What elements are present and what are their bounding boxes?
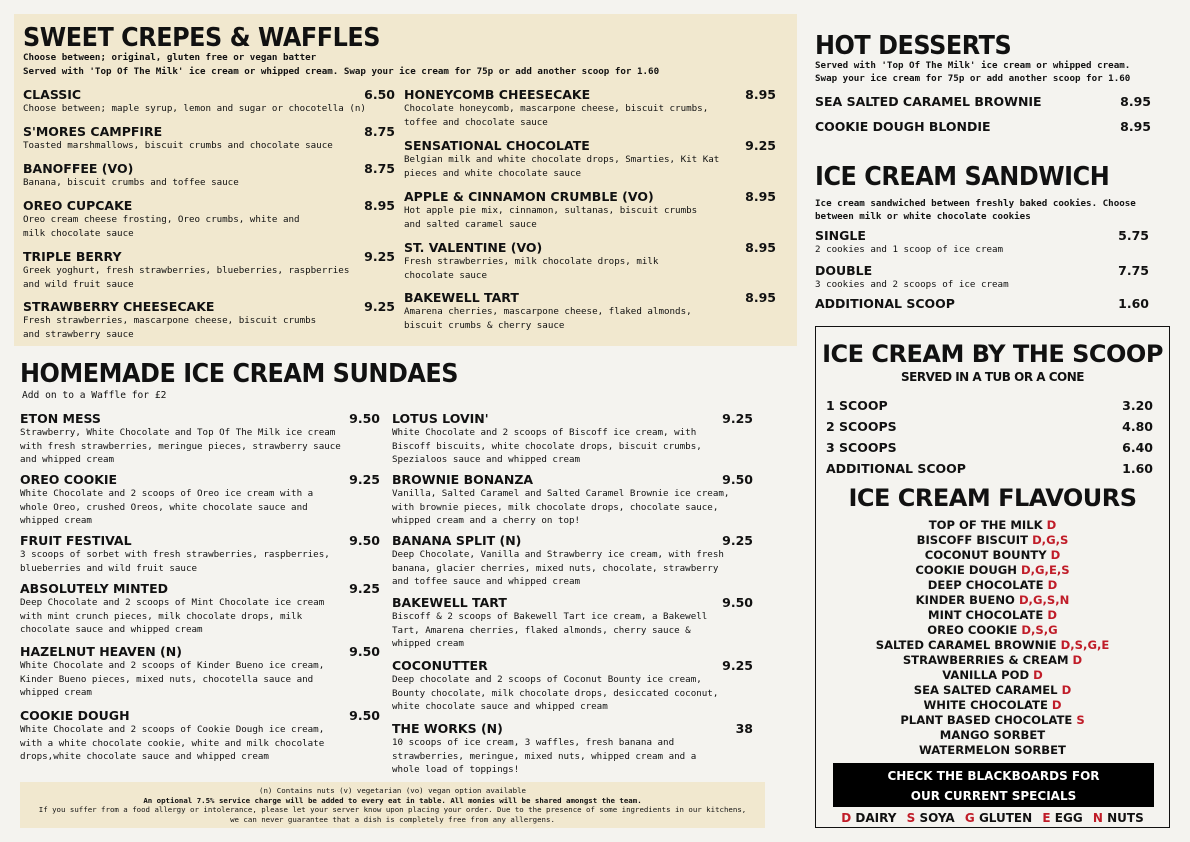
sandwich-title: ICE CREAM SANDWICH bbox=[815, 162, 1110, 192]
specials-line-2: OUR CURRENT SPECIALS bbox=[910, 789, 1077, 803]
flavour-codes: D bbox=[1046, 518, 1057, 532]
row-price: 1.60 bbox=[1118, 296, 1149, 311]
item-price: 8.95 bbox=[745, 290, 776, 305]
item-name: APPLE & CINNAMON CRUMBLE (VO) bbox=[404, 189, 654, 204]
flavour-item bbox=[816, 713, 1169, 728]
allergen-code: S bbox=[906, 811, 916, 825]
flavour-name: BISCOFF BISCUIT bbox=[916, 533, 1029, 547]
scoop-subtitle: SERVED IN A TUB OR A CONE bbox=[901, 370, 1084, 384]
item-name: BROWNIE BONANZA bbox=[392, 472, 534, 487]
item-name: DOUBLE bbox=[815, 263, 873, 278]
item-price: 9.50 bbox=[349, 533, 380, 548]
hot-desserts-intro-2: Swap your ice cream for 75p or add another scoop for 1.60 bbox=[815, 73, 1131, 84]
item-desc: Fresh strawberries, milk chocolate drops, milk chocolate sauce bbox=[404, 256, 659, 281]
menu-item bbox=[20, 709, 380, 764]
flavour-codes: D,G,E,S bbox=[1021, 563, 1070, 577]
sandwich-intro: Ice cream sandwiched between freshly baked cookies. Choose between milk or white chocolate cookies bbox=[815, 198, 1136, 222]
sundaes-title: HOMEMADE ICE CREAM SUNDAES bbox=[20, 359, 459, 389]
menu-item bbox=[392, 722, 753, 777]
footer-line-2: An optional 7.5% service charge will be added to every eat in table. All monies will be shared amongst the team. bbox=[143, 795, 642, 805]
menu-item bbox=[404, 190, 776, 231]
hot-desserts-intro-1: Served with 'Top Of The Milk' ice cream or whipped cream. bbox=[815, 60, 1131, 71]
flavour-codes: D bbox=[1051, 698, 1062, 712]
item-desc: Chocolate honeycomb, mascarpone cheese, biscuit crumbs, toffee and chocolate sauce bbox=[404, 103, 709, 128]
item-price: 9.25 bbox=[364, 299, 395, 314]
item-price: 9.25 bbox=[722, 533, 753, 548]
specials-banner bbox=[833, 763, 1154, 807]
menu-item bbox=[815, 264, 1149, 292]
item-desc: White Chocolate and 2 scoops of Kinder Bueno ice cream, Kinder Bueno pieces, mixed nuts, chocotella sauce and whipped cream bbox=[20, 660, 325, 698]
allergen-code: G bbox=[964, 811, 975, 825]
flavour-name: WATERMELON SORBET bbox=[919, 743, 1066, 757]
flavour-item bbox=[816, 653, 1169, 668]
crepes-panel bbox=[14, 14, 797, 346]
item-name: BAKEWELL TART bbox=[404, 290, 519, 305]
item-price: 8.95 bbox=[364, 198, 395, 213]
flavour-name: OREO COOKIE bbox=[927, 623, 1018, 637]
flavour-name: VANILLA POD bbox=[942, 668, 1030, 682]
footer-notes bbox=[20, 782, 765, 828]
hot-desserts-title: HOT DESSERTS bbox=[815, 31, 1012, 61]
item-desc: White Chocolate and 2 scoops of Biscoff ice cream, with Biscoff biscuits, white chocolate drops, biscuit crumbs, Spezialoos sauce and whipped cream bbox=[392, 427, 702, 465]
menu-item bbox=[23, 300, 395, 341]
item-desc: Deep Chocolate, Vanilla and Strawberry ice cream, with fresh banana, glacier cherries, mixed nuts, chocolate, strawberry and toffee sauce and whipped cream bbox=[392, 549, 724, 587]
item-name: THE WORKS (N) bbox=[392, 721, 503, 736]
item-price: 38 bbox=[735, 721, 753, 736]
row-name: 2 SCOOPS bbox=[826, 419, 897, 434]
item-price: 9.25 bbox=[722, 658, 753, 673]
item-name: OREO COOKIE bbox=[20, 472, 118, 487]
item-name: FRUIT FESTIVAL bbox=[20, 533, 132, 548]
flavour-name: PLANT BASED CHOCOLATE bbox=[900, 713, 1073, 727]
scoop-row bbox=[826, 399, 1153, 413]
menu-item bbox=[392, 534, 753, 589]
flavour-item bbox=[816, 698, 1169, 713]
flavour-item bbox=[816, 623, 1169, 638]
item-name: COCONUTTER bbox=[392, 658, 488, 673]
flavour-item bbox=[816, 563, 1169, 578]
flavour-item bbox=[816, 578, 1169, 593]
flavour-name: COOKIE DOUGH bbox=[915, 563, 1017, 577]
flavour-codes: D bbox=[1050, 548, 1061, 562]
item-name: CLASSIC bbox=[23, 87, 82, 102]
allergen-label: DAIRY bbox=[855, 811, 897, 825]
flavour-item bbox=[816, 728, 1169, 743]
flavour-codes: D bbox=[1061, 683, 1072, 697]
menu-item bbox=[20, 473, 380, 528]
item-name: SENSATIONAL CHOCOLATE bbox=[404, 138, 590, 153]
item-desc: Strawberry, White Chocolate and Top Of The Milk ice cream with fresh strawberries, meringue pieces, strawberry sauce and whipped cream bbox=[20, 427, 341, 465]
flavour-name: SALTED CARAMEL BROWNIE bbox=[875, 638, 1057, 652]
flavour-item bbox=[816, 683, 1169, 698]
flavour-name: MANGO SORBET bbox=[939, 728, 1046, 742]
item-desc: 3 cookies and 2 scoops of ice cream bbox=[815, 279, 1009, 290]
item-price: 8.75 bbox=[364, 124, 395, 139]
item-name: HAZELNUT HEAVEN (N) bbox=[20, 644, 182, 659]
item-desc: Hot apple pie mix, cinnamon, sultanas, biscuit crumbs and salted caramel sauce bbox=[404, 205, 698, 230]
item-name: OREO CUPCAKE bbox=[23, 198, 133, 213]
item-desc: 10 scoops of ice cream, 3 waffles, fresh banana and strawberries, meringue, mixed nuts, whipped cream and a whole load of toppings! bbox=[392, 737, 697, 775]
menu-item bbox=[23, 125, 395, 153]
footer-line-1: (n) Contains nuts (v) vegetarian (vo) vegan option available bbox=[259, 786, 526, 795]
row-price: 4.80 bbox=[1122, 419, 1153, 434]
item-price: 9.50 bbox=[349, 411, 380, 426]
sandwich-extra-row bbox=[815, 297, 1149, 311]
item-price: 8.95 bbox=[745, 240, 776, 255]
allergen-code: E bbox=[1042, 811, 1051, 825]
flavour-codes: D,S,G bbox=[1021, 623, 1058, 637]
item-name: ST. VALENTINE (VO) bbox=[404, 240, 543, 255]
item-desc: Belgian milk and white chocolate drops, Smarties, Kit Kat pieces and white chocolate sauce bbox=[404, 154, 720, 179]
row-name: 1 SCOOP bbox=[826, 398, 888, 413]
allergen-key-item bbox=[841, 811, 896, 825]
menu-item bbox=[392, 596, 753, 651]
flavour-item bbox=[816, 533, 1169, 548]
item-price: 9.25 bbox=[745, 138, 776, 153]
item-name: BANOFFEE (VO) bbox=[23, 161, 134, 176]
item-price: 6.50 bbox=[364, 87, 395, 102]
menu-item bbox=[404, 241, 776, 282]
item-price: 7.75 bbox=[1118, 263, 1149, 278]
item-desc: Banana, biscuit crumbs and toffee sauce bbox=[23, 177, 239, 188]
menu-item bbox=[23, 199, 395, 240]
menu-item bbox=[392, 473, 753, 528]
flavour-codes: D,G,S,N bbox=[1018, 593, 1070, 607]
item-price: 9.25 bbox=[349, 581, 380, 596]
scoop-row bbox=[826, 441, 1153, 455]
specials-line-1: CHECK THE BLACKBOARDS FOR bbox=[887, 769, 1100, 783]
allergen-key-item bbox=[1093, 811, 1144, 825]
item-name: COOKIE DOUGH bbox=[20, 708, 130, 723]
menu-item bbox=[404, 88, 776, 129]
item-desc: Amarena cherries, mascarpone cheese, flaked almonds, biscuit crumbs & cherry sauce bbox=[404, 306, 692, 331]
crepes-intro-1: Choose between; original, gluten free or vegan batter bbox=[23, 52, 317, 63]
flavour-codes: D bbox=[1033, 668, 1043, 682]
item-price: 9.50 bbox=[349, 644, 380, 659]
item-desc: Greek yoghurt, fresh strawberries, blueberries, raspberries and wild fruit sauce bbox=[23, 265, 350, 290]
allergen-key-item bbox=[907, 811, 955, 825]
item-name: TRIPLE BERRY bbox=[23, 249, 122, 264]
flavour-name: KINDER BUENO bbox=[915, 593, 1015, 607]
row-name: COOKIE DOUGH BLONDIE bbox=[815, 119, 991, 134]
item-name: HONEYCOMB CHEESECAKE bbox=[404, 87, 591, 102]
row-price: 8.95 bbox=[1120, 94, 1151, 109]
allergen-label: SOYA bbox=[919, 811, 955, 825]
item-desc: Biscoff & 2 scoops of Bakewell Tart ice cream, a Bakewell Tart, Amarena cherries, flaked almonds, cherry sauce & whipped cream bbox=[392, 611, 708, 649]
item-name: LOTUS LOVIN' bbox=[392, 411, 489, 426]
scoop-title: ICE CREAM BY THE SCOOP bbox=[822, 340, 1163, 368]
item-price: 9.25 bbox=[349, 472, 380, 487]
flavour-name: COCONUT BOUNTY bbox=[924, 548, 1047, 562]
menu-item bbox=[815, 229, 1149, 257]
item-desc: Choose between; maple syrup, lemon and sugar or chocotella (n) bbox=[23, 103, 366, 114]
hot-dessert-row bbox=[815, 120, 1151, 134]
flavour-codes: D bbox=[1072, 653, 1083, 667]
allergen-key-item bbox=[965, 811, 1032, 825]
flavours-list bbox=[816, 518, 1169, 758]
menu-item bbox=[23, 250, 395, 291]
item-name: STRAWBERRY CHEESECAKE bbox=[23, 299, 215, 314]
row-name: SEA SALTED CARAMEL BROWNIE bbox=[815, 94, 1042, 109]
hot-dessert-row bbox=[815, 95, 1151, 109]
allergen-label: EGG bbox=[1054, 811, 1083, 825]
item-price: 8.95 bbox=[745, 189, 776, 204]
menu-item bbox=[20, 534, 380, 575]
item-name: SINGLE bbox=[815, 228, 866, 243]
item-name: BAKEWELL TART bbox=[392, 595, 507, 610]
menu-item bbox=[20, 412, 380, 467]
footer-line-4: we can never guarantee that a dish is completely free from any allergens. bbox=[230, 814, 555, 824]
flavour-item bbox=[816, 638, 1169, 653]
row-name: ADDITIONAL SCOOP bbox=[826, 461, 966, 476]
item-desc: Toasted marshmallows, biscuit crumbs and chocolate sauce bbox=[23, 140, 333, 151]
item-desc: White Chocolate and 2 scoops of Oreo ice cream with a whole Oreo, crushed Oreos, white chocolate sauce and whipped cream bbox=[20, 488, 314, 526]
flavour-codes: D,S,G,E bbox=[1060, 638, 1110, 652]
item-price: 5.75 bbox=[1118, 228, 1149, 243]
item-desc: 2 cookies and 1 scoop of ice cream bbox=[815, 244, 1004, 255]
item-price: 8.95 bbox=[745, 87, 776, 102]
item-desc: Fresh strawberries, mascarpone cheese, biscuit crumbs and strawberry sauce bbox=[23, 315, 317, 340]
allergen-code: D bbox=[841, 811, 852, 825]
flavour-codes: D bbox=[1047, 608, 1057, 622]
menu-item bbox=[23, 162, 395, 190]
item-name: BANANA SPLIT (N) bbox=[392, 533, 522, 548]
flavour-name: STRAWBERRIES & CREAM bbox=[902, 653, 1069, 667]
item-desc: Oreo cream cheese frosting, Oreo crumbs, white and milk chocolate sauce bbox=[23, 214, 300, 239]
item-price: 9.50 bbox=[349, 708, 380, 723]
row-price: 8.95 bbox=[1120, 119, 1151, 134]
allergen-key bbox=[816, 811, 1169, 825]
item-name: S'MORES CAMPFIRE bbox=[23, 124, 163, 139]
flavour-name: TOP OF THE MILK bbox=[928, 518, 1043, 532]
allergen-key-item bbox=[1042, 811, 1082, 825]
flavour-item bbox=[816, 668, 1169, 683]
allergen-label: GLUTEN bbox=[978, 811, 1033, 825]
flavour-item bbox=[816, 743, 1169, 758]
flavour-name: MINT CHOCOLATE bbox=[928, 608, 1044, 622]
flavour-codes: D,G,S bbox=[1032, 533, 1069, 547]
scoop-row bbox=[826, 420, 1153, 434]
flavour-codes: S bbox=[1076, 713, 1085, 727]
flavour-codes: D bbox=[1047, 578, 1058, 592]
scoop-row bbox=[826, 462, 1153, 476]
menu-item bbox=[20, 645, 380, 700]
sundaes-intro: Add on to a Waffle for £2 bbox=[22, 390, 167, 401]
flavour-item bbox=[816, 518, 1169, 533]
flavours-title: ICE CREAM FLAVOURS bbox=[848, 484, 1137, 512]
row-name: 3 SCOOPS bbox=[826, 440, 897, 455]
flavour-name: WHITE CHOCOLATE bbox=[923, 698, 1048, 712]
item-desc: Deep Chocolate and 2 scoops of Mint Chocolate ice cream with mint crunch pieces, milk chocolate drops, milk chocolate sauce and whipped cream bbox=[20, 597, 325, 635]
item-desc: 3 scoops of sorbet with fresh strawberries, raspberries, blueberries and wild fruit sauce bbox=[20, 549, 330, 574]
item-desc: Vanilla, Salted Caramel and Salted Caramel Brownie ice cream, with brownie pieces, milk chocolate drops, chocolate sauce, whipped cream and a cherry on top! bbox=[392, 488, 730, 526]
footer-line-3: If you suffer from a food allergy or intolerance, please let your server know upon placing your order. Due to the presence of some ingredients in our kitchens, bbox=[38, 805, 747, 814]
allergen-code: N bbox=[1092, 811, 1103, 825]
flavour-item bbox=[816, 608, 1169, 623]
flavour-name: DEEP CHOCOLATE bbox=[927, 578, 1044, 592]
crepes-intro-2: Served with 'Top Of The Milk' ice cream or whipped cream. Swap your ice cream for 75p or add another scoop for 1.60 bbox=[23, 66, 660, 77]
item-price: 9.50 bbox=[722, 472, 753, 487]
menu-item bbox=[20, 582, 380, 637]
item-price: 9.25 bbox=[722, 411, 753, 426]
flavour-item bbox=[816, 593, 1169, 608]
item-price: 9.50 bbox=[722, 595, 753, 610]
flavour-name: SEA SALTED CARAMEL bbox=[913, 683, 1058, 697]
item-price: 8.75 bbox=[364, 161, 395, 176]
row-price: 1.60 bbox=[1122, 461, 1153, 476]
item-price: 9.25 bbox=[364, 249, 395, 264]
item-name: ABSOLUTELY MINTED bbox=[20, 581, 168, 596]
menu-item bbox=[404, 139, 776, 180]
flavour-item bbox=[816, 548, 1169, 563]
row-price: 6.40 bbox=[1122, 440, 1153, 455]
allergen-label: NUTS bbox=[1107, 811, 1144, 825]
item-name: ETON MESS bbox=[20, 411, 101, 426]
menu-item bbox=[404, 291, 776, 332]
row-price: 3.20 bbox=[1122, 398, 1153, 413]
crepes-title: SWEET CREPES & WAFFLES bbox=[23, 23, 381, 53]
item-desc: Deep chocolate and 2 scoops of Coconut Bounty ice cream, Bounty chocolate, milk chocolate drops, desiccated coconut, white chocolate sauce and whipped cream bbox=[392, 674, 719, 712]
item-desc: White Chocolate and 2 scoops of Cookie Dough ice cream, with a white chocolate cookie, white and milk chocolate drops,white chocolate sauce and whipped cream bbox=[20, 724, 325, 762]
row-name: ADDITIONAL SCOOP bbox=[815, 296, 955, 311]
scoop-box bbox=[815, 326, 1170, 828]
menu-item bbox=[392, 659, 753, 714]
menu-item bbox=[392, 412, 753, 467]
menu-item bbox=[23, 88, 395, 116]
